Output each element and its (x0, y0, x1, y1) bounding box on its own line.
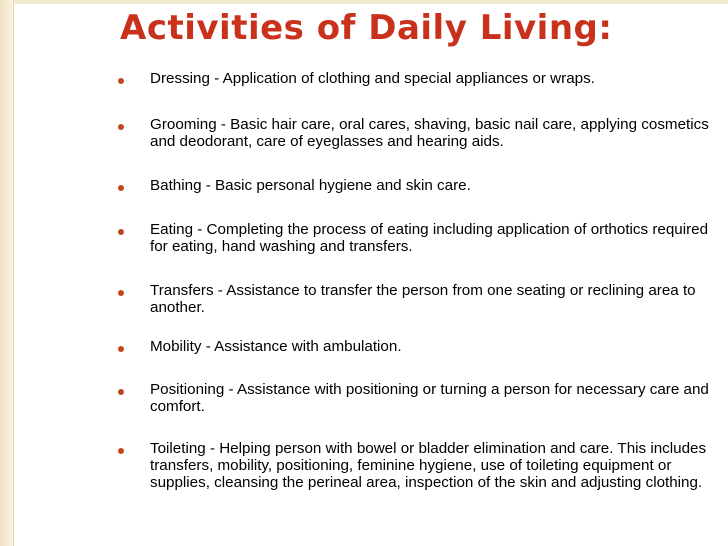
decorative-left-band (0, 0, 14, 546)
list-item-text: Toileting - Helping person with bowel or bladder elimination and care. This includes transfers, mobility, positioning, feminine hygiene, use of toileting equipment or supplies, cleansing the perineal area, inspection of the skin and adjusting clothing. (150, 440, 707, 491)
bullet-icon (118, 185, 124, 191)
bullet-icon (118, 124, 124, 130)
list-item-transfers (118, 282, 718, 316)
bullet-icon (118, 448, 124, 454)
decorative-top-rule (14, 0, 728, 4)
bullet-icon (118, 346, 124, 352)
slide-title: Activities of Daily Living: (120, 8, 613, 48)
bullet-icon (118, 389, 124, 395)
bullet-icon (118, 78, 124, 84)
bullet-icon (118, 290, 124, 296)
list-item-toileting (118, 440, 718, 491)
list-item-grooming (118, 116, 718, 150)
list-item-text: Grooming - Basic hair care, oral cares, shaving, basic nail care, applying cosmetics and deodorant, care of eyeglasses and hearing aids. (150, 116, 709, 150)
list-item-bathing (118, 177, 718, 194)
list-item-text: Transfers - Assistance to transfer the person from one seating or reclining area to another. (150, 282, 696, 316)
list-item-text: Eating - Completing the process of eating including application of orthotics required for eating, hand washing and transfers. (150, 221, 709, 255)
list-item-mobility (118, 338, 718, 355)
list-item-eating (118, 221, 718, 255)
list-item-text: Bathing - Basic personal hygiene and skin care. (150, 177, 471, 194)
list-item-text: Dressing - Application of clothing and special appliances or wraps. (150, 70, 595, 87)
list-item-positioning (118, 381, 718, 415)
list-item-dressing (118, 70, 718, 87)
list-item-text: Positioning - Assistance with positioning or turning a person for necessary care and comfort. (150, 381, 709, 415)
bullet-icon (118, 229, 124, 235)
list-item-text: Mobility - Assistance with ambulation. (150, 338, 402, 355)
